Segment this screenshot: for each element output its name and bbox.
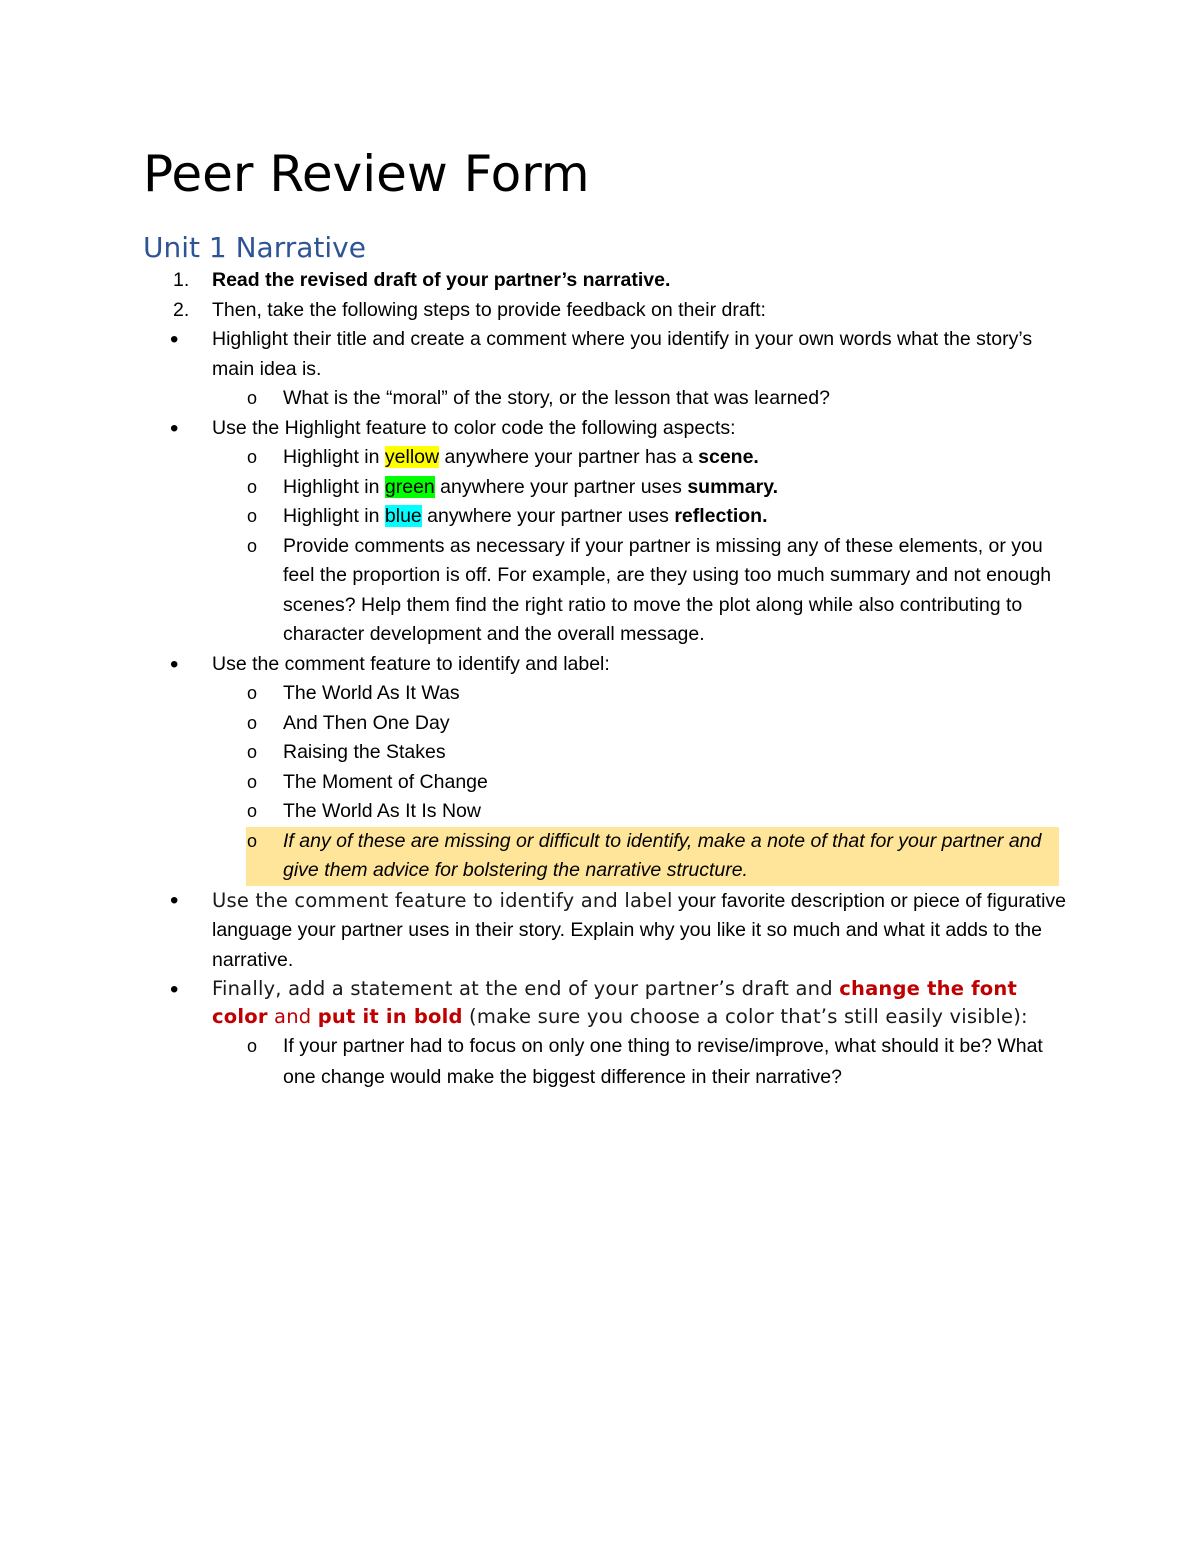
sub-bullet-icon: o [247, 535, 258, 556]
highlight-intro-text: Use the Highlight feature to color code the following aspects: [212, 416, 736, 439]
bullet-title-text: Highlight their title and create a comment where you identify in your own words what the story’s main idea is. [212, 328, 1033, 380]
step-1 [0, 266, 1072, 296]
blue-pre: Highlight in [283, 505, 385, 527]
section-heading: Unit 1 Narrative [143, 231, 366, 264]
green-post: anywhere your partner uses [434, 475, 688, 498]
bullet-favorite [0, 886, 1072, 976]
step-1-text: Read the revised draft of your partner’s narrative. [212, 269, 671, 291]
final-pre-text: Finally, add a statement at the end of your partner’s draft and [212, 977, 840, 1000]
missing-note-text: If any of these are missing or difficult to identify, make a note of that for your partner and give them advice for bolstering the narrative structure. [283, 829, 1042, 881]
yellow-post: anywhere your partner has a [439, 446, 699, 468]
structure-item [0, 768, 1068, 798]
step-2 [0, 296, 1072, 326]
favorite-post-text: your favorite description or piece of figurative language your partner uses in their story. Explain why you like it so much and what it adds to the narrative. [212, 889, 1067, 971]
final-red-bold: put it in bold [317, 1005, 463, 1028]
bullet-icon: • [170, 326, 179, 353]
sub-bullet-icon: o [247, 801, 258, 821]
blue-bold: reflection. [674, 505, 768, 527]
sub-bullet-icon: o [247, 830, 258, 851]
sub-moral [0, 384, 1068, 414]
step-2-text: Then, take the following steps to provide feedback on their draft: [212, 298, 766, 321]
sub-blue [0, 502, 1068, 532]
blue-highlight: blue [384, 505, 422, 527]
structure-item [0, 709, 1068, 739]
green-highlight: green [384, 475, 435, 498]
green-pre: Highlight in [283, 475, 385, 498]
structure-item-text: The Moment of Change [283, 770, 488, 793]
step-2-number: 2. [173, 298, 190, 321]
sub-bullet-icon: o [247, 683, 258, 703]
structure-item [0, 679, 1068, 709]
yellow-bold: scene. [698, 446, 759, 468]
sub-bullet-icon: o [247, 771, 258, 792]
structure-item [0, 738, 1068, 768]
final-and: and [267, 1005, 318, 1028]
bullet-final [0, 975, 1072, 1031]
final-post-text: (make sure you choose a color that’s still easily visible): [462, 1005, 1028, 1028]
sub-bullet-icon: o [247, 476, 258, 497]
bullet-title [0, 325, 1072, 384]
sub-yellow [0, 443, 1068, 473]
yellow-highlight: yellow [384, 446, 440, 468]
structure-item-text: And Then One Day [283, 711, 450, 734]
structure-item-text: The World As It Is Now [283, 800, 481, 822]
yellow-pre: Highlight in [283, 446, 385, 468]
blue-post: anywhere your partner uses [421, 505, 675, 527]
sub-bullet-icon: o [247, 1036, 258, 1056]
page-title: Peer Review Form [143, 145, 590, 203]
bullet-icon: • [170, 886, 179, 914]
sub-bullet-icon: o [247, 506, 258, 526]
sub-final-question [0, 1031, 1068, 1093]
bullet-icon: • [170, 976, 179, 1003]
sub-bullet-icon: o [247, 712, 258, 733]
step-1-number: 1. [173, 269, 190, 291]
bullet-comment [0, 650, 1072, 680]
comment-intro-text: Use the comment feature to identify and label: [212, 652, 610, 675]
structure-item-text: Raising the Stakes [283, 741, 446, 763]
moral-question-text: What is the “moral” of the story, or the lesson that was learned? [283, 387, 830, 409]
sub-bullet-icon: o [247, 388, 258, 408]
sub-green [0, 473, 1068, 503]
green-bold: summary. [687, 475, 779, 498]
document-body [0, 266, 1200, 1093]
structure-item-text: The World As It Was [283, 682, 460, 704]
favorite-pre-text: Use the comment feature to identify and label [212, 888, 673, 912]
proportion-note-text: Provide comments as necessary if your partner is missing any of these elements, or you feel the proportion is off. For example, are they using too much summary and not enough scenes? Help them find the right ratio to move the plot along while also contributing to character development and the overall message. [283, 534, 1052, 645]
missing-note-callout [246, 827, 1059, 886]
sub-proportion [0, 532, 1068, 650]
structure-item [0, 797, 1068, 827]
bullet-icon: • [170, 650, 179, 678]
sub-bullet-icon: o [247, 742, 258, 762]
bullet-highlight [0, 414, 1072, 444]
final-question-text: If your partner had to focus on only one thing to revise/improve, what should it be? What one change would make the biggest difference in their narrative? [283, 1035, 1043, 1088]
final-red-font-color: change the font color [212, 977, 1017, 1028]
sub-bullet-icon: o [247, 447, 258, 467]
bullet-icon: • [170, 414, 179, 442]
